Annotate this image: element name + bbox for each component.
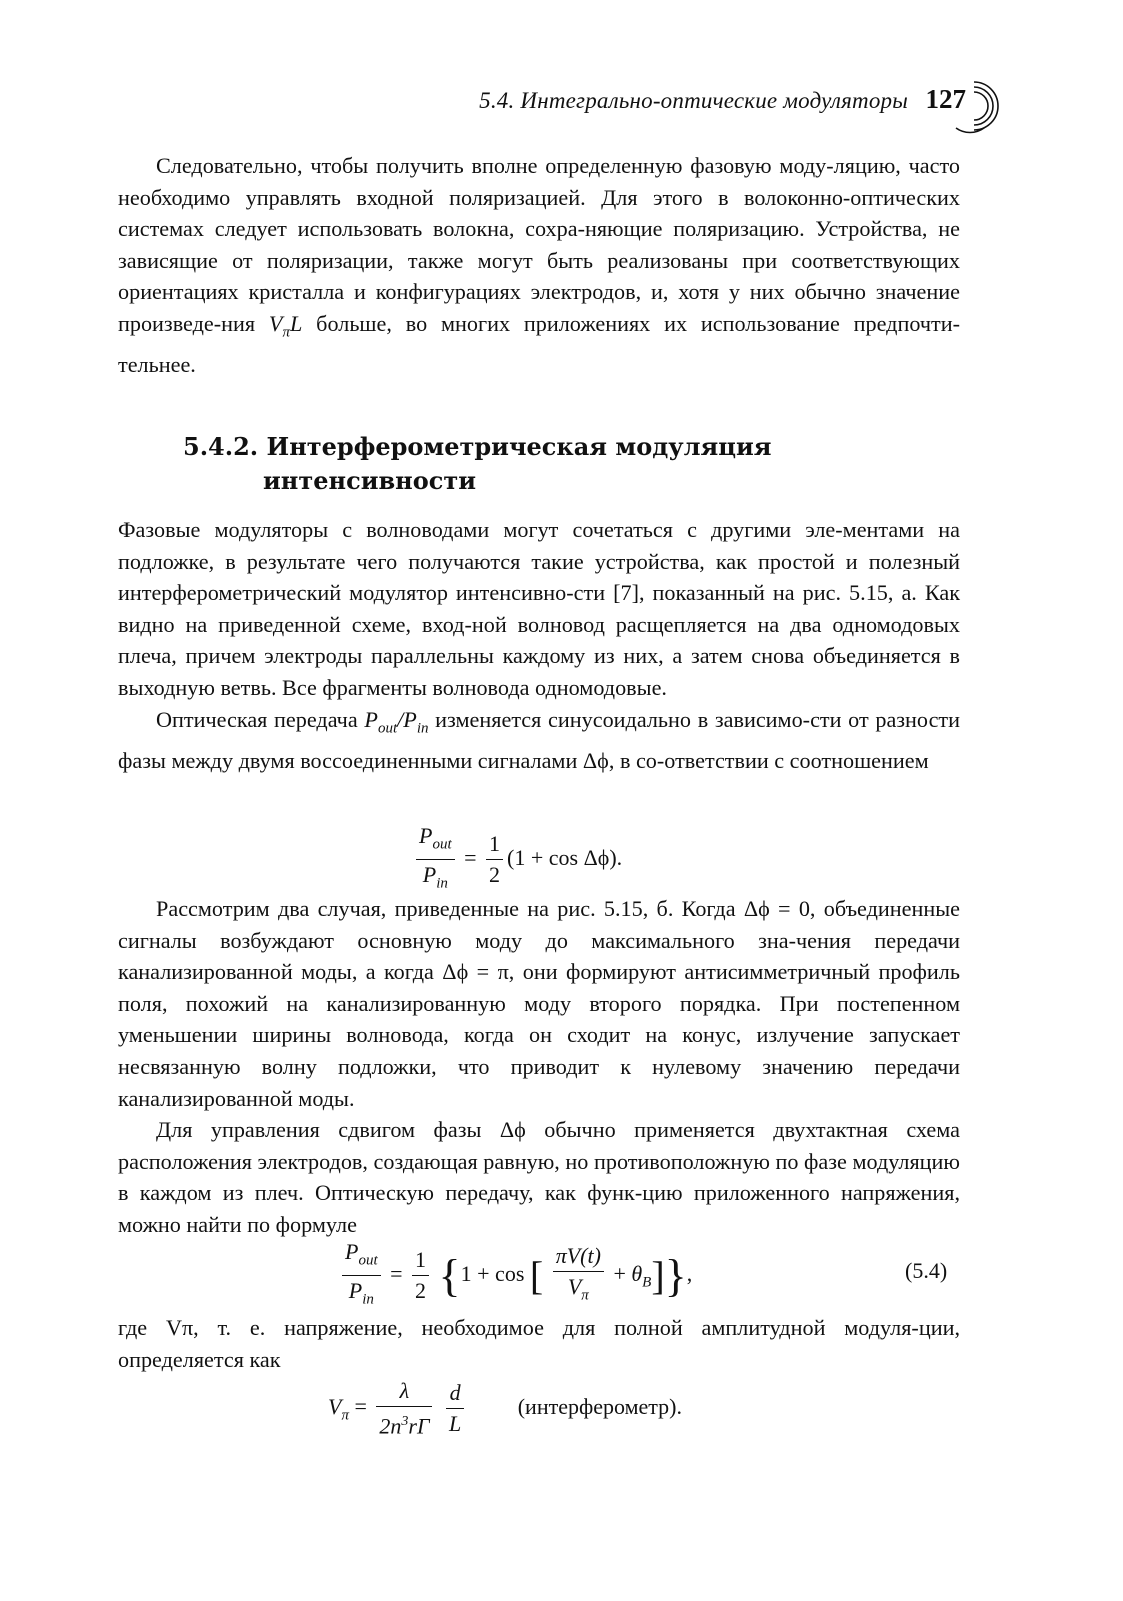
paragraph: [118, 150, 960, 381]
pout-over-pin-fraction: $\frac{P_{out}}{P_{in}}$: [416, 822, 455, 898]
paragraph: Рассмотрим два случая, приведенные на рис. 5.15, б. Когда Δϕ = 0, объединенные сигналы возбуждают основную моду до максимального зна-чения передачи канализированной моды, а когда Δϕ = π, они формируют антисимметричный профиль поля, похожий на канализированную моду второго порядка. При постепенном уменьшении ширины волновода, когда он сходит на конус, излучение запускает несвязанную волну подложки, что приводит к нулевому значению передачи канализированной моды.: [118, 896, 960, 1111]
d-over-l-fraction: $\frac{d}{L}$: [446, 1379, 464, 1438]
pout-pin-math: $P_{out}/P_{in}$: [364, 706, 429, 736]
equation-vpi: $V_\pi$ = $\frac{\lambda}{2n^3r\Gamma}$ $\frac{d}{L}$ (интерферометр).: [328, 1378, 682, 1439]
paragraph: где Vπ, т. е. напряжение, необходимое для полной амплитудной модуля-ции, определяется как: [118, 1315, 960, 1372]
text-run: Следовательно, чтобы получить вполне определенную фазовую моду-ляцию, часто необходимо управлять входной поляризацией. Для этого в волоконно-оптических системах следует использовать волокна, сохра-няющие поляризацию. Устройства, не зависящие от поляризации, также могут быть реализованы при соответствующих ориентациях кристалла и конфигурациях электродов, и, хотя у них обычно значение произведе-ния: [118, 153, 960, 336]
paragraph: Для управления сдвигом фазы Δϕ обычно применяется двухтактная схема расположения электродов, создающая равную, но противоположную по фазе модуляцию в каждом из плеч. Оптическую передачу, как функ-цию приложенного напряжения, можно найти по формуле: [118, 1117, 960, 1237]
one-half-fraction: $\frac{1}{2}$: [412, 1246, 429, 1305]
main-text-block-1: [118, 514, 960, 776]
pout-over-pin-fraction: $\frac{P_{out}}{P_{in}}$: [342, 1238, 381, 1314]
equation-note: (интерферометр).: [517, 1393, 682, 1419]
paragraph: [118, 704, 960, 777]
intro-paragraph-block: [118, 150, 960, 381]
equation-5-4: $\frac{P_{out}}{P_{in}}$ = $\frac{1}{2}$ {1 + cos [ $\frac{\pi V(t)}{V_\pi}$ + $\theta_B$]},: [338, 1238, 692, 1314]
section-heading: [183, 430, 883, 498]
page-header: [455, 78, 1000, 128]
lambda-fraction: $\frac{\lambda}{2n^3r\Gamma}$: [376, 1377, 432, 1440]
page-number-swirl-icon: [944, 78, 1000, 134]
main-text-block-3: [118, 1312, 960, 1375]
one-half-fraction: $\frac{1}{2}$: [486, 830, 503, 889]
section-title-line2: интенсивности: [263, 466, 477, 495]
text-run: больше, во многих приложениях их использование предпочти-тельнее.: [118, 310, 960, 377]
pi-v-over-vpi-fraction: $\frac{\pi V(t)}{V_\pi}$: [553, 1242, 604, 1309]
paragraph: Фазовые модуляторы с волноводами могут сочетаться с другими эле-ментами на подложке, в результате чего получаются такие устройства, как простой и полезный интерферометрический модулятор интенсивно-сти [7], показанный на рис. 5.15, а. Как видно на приведенной схеме, вход-ной волновод расщепляется на два одномодовых плеча, причем электроды параллельны каждому из них, а затем снова объединяется в выходную ветвь. Все фрагменты волновода одномодовые.: [118, 517, 960, 700]
page-number: 127: [925, 84, 966, 114]
running-title: 5.4. Интегрально-оптические модуляторы: [479, 88, 908, 113]
vpi-l-math: $V_\pi L$: [268, 310, 303, 341]
section-title-line1: Интерферометрическая модуляция: [266, 432, 772, 461]
equation-transfer-simple: $\frac{P_{out}}{P_{in}}$ = $\frac{1}{2}$ (1 + cos Δϕ).: [412, 822, 622, 898]
section-number: 5.4.2.: [183, 432, 259, 461]
equation-rhs: (1 + cos Δϕ).: [507, 844, 623, 870]
text-run: изменяется синусоидально в зависимо-сти от разности фазы между двумя воссоединенными сигналами Δϕ, в со-ответствии с соотношением: [118, 706, 960, 773]
main-text-block-2: [118, 893, 960, 1241]
text-run: Оптическая передача: [156, 706, 365, 732]
equation-number: (5.4): [905, 1258, 948, 1283]
